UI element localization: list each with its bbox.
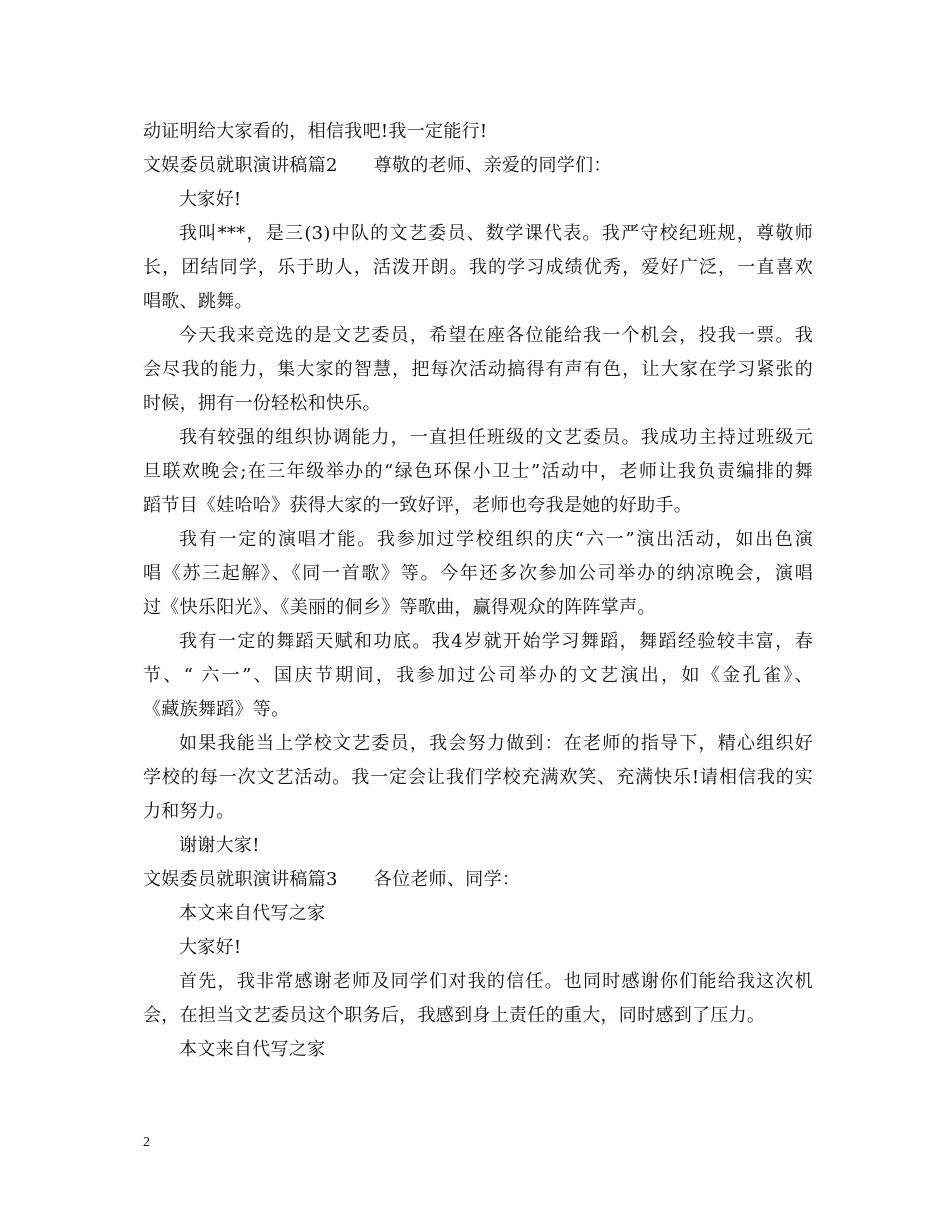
paragraph-line: 大家好!: [179, 937, 242, 958]
paragraph-line: 会，在担当文艺委员这个职务后，我感到身上责任的重大，同时感到了压力。: [143, 1005, 766, 1026]
paragraph-line: 谢谢大家!: [179, 835, 260, 856]
paragraph-line: 学校的每一次文艺活动。我一定会让我们学校充满欢笑、充满快乐!请相信我的实: [143, 767, 813, 788]
document-body: [143, 115, 813, 1067]
paragraph-line: 会尽我的能力，集大家的智慧，把每次活动搞得有声有色，让大家在学习紧张的: [143, 359, 813, 380]
paragraph-line: 唱歌、跳舞。: [143, 291, 253, 312]
section-title: 文娱委员就职演讲稿篇2: [143, 155, 338, 176]
paragraph-line: 力和努力。: [143, 801, 235, 822]
paragraph-line: 长，团结同学，乐于助人，活泼开朗。我的学习成绩优秀，爱好广泛，一直喜欢: [143, 257, 813, 278]
salutation: 各位老师、同学：: [373, 869, 521, 890]
paragraph-line: 动证明给大家看的，相信我吧!我一定能行!: [143, 121, 488, 142]
paragraph-line: 我有一定的演唱才能。我参加过学校组织的庆“六一”演出活动，如出色演: [179, 529, 813, 550]
section-heading-line: [143, 149, 813, 183]
paragraph-line: 我叫***，是三(3)中队的文艺委员、数学课代表。我严守校纪班规，尊敬师: [179, 223, 813, 244]
page-number: 2: [143, 1135, 150, 1150]
salutation: 尊敬的老师、亲爱的同学们：: [373, 155, 612, 176]
paragraph-line: 时候，拥有一份轻松和快乐。: [143, 393, 381, 414]
paragraph-line: 蹈节目《娃哈哈》获得大家的一致好评，老师也夸我是她的好助手。: [143, 495, 692, 516]
paragraph-line: 我有一定的舞蹈天赋和功底。我4岁就开始学习舞蹈，舞蹈经验较丰富，春: [179, 631, 813, 652]
paragraph-line: 本文来自代写之家: [179, 1039, 326, 1060]
paragraph-line: 今天我来竞选的是文艺委员，希望在座各位能给我一个机会，投我一票。我: [179, 325, 813, 346]
section-title: 文娱委员就职演讲稿篇3: [143, 869, 338, 890]
paragraph-line: 节、“ 六一”、国庆节期间，我参加过公司举办的文艺演出，如《金孔雀》、: [143, 665, 813, 686]
paragraph-line: 如果我能当上学校文艺委员，我会努力做到：在老师的指导下，精心组织好: [179, 733, 813, 754]
paragraph-line: 旦联欢晚会;在三年级举办的“绿色环保小卫士”活动中，老师让我负责编排的舞: [143, 461, 813, 482]
paragraph-line: 《藏族舞蹈》等。: [143, 699, 290, 720]
paragraph-line: 唱《苏三起解》、《同一首歌》等。今年还多次参加公司举办的纳凉晚会，演唱: [143, 563, 813, 584]
paragraph-line: 大家好!: [179, 189, 242, 210]
section-heading-line: [143, 863, 813, 897]
paragraph-line: 过《快乐阳光》、《美丽的侗乡》等歌曲，赢得观众的阵阵掌声。: [143, 597, 656, 618]
paragraph-line: 首先，我非常感谢老师及同学们对我的信任。也同时感谢你们能给我这次机: [179, 971, 813, 992]
paragraph-line: 本文来自代写之家: [179, 903, 326, 924]
paragraph-line: 我有较强的组织协调能力，一直担任班级的文艺委员。我成功主持过班级元: [179, 427, 813, 448]
